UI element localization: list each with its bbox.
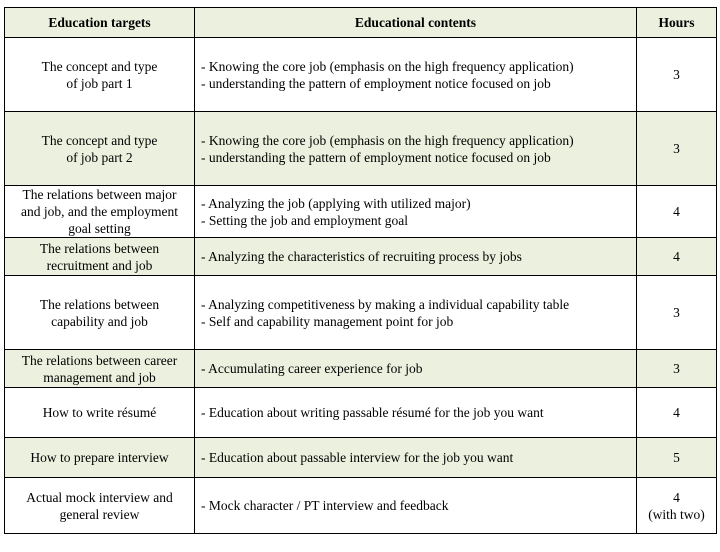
table-row <box>5 112 717 186</box>
education-target-cell-line: Actual mock interview and <box>26 489 173 505</box>
header-education-targets: Education targets <box>5 8 195 38</box>
table-row <box>5 350 717 388</box>
hours-cell-line: 5 <box>673 450 680 465</box>
educational-contents-cell <box>195 238 637 276</box>
table-row <box>5 238 717 276</box>
table-row <box>5 186 717 238</box>
education-target-cell-line: goal setting <box>68 221 131 236</box>
educational-contents-cell-line: - Education about passable interview for the job you want <box>201 450 514 465</box>
table-row <box>5 438 717 478</box>
hours-cell <box>637 438 717 478</box>
hours-cell-line: 4 <box>673 405 680 420</box>
hours-cell-line: 3 <box>673 67 680 82</box>
education-target-cell-line: capability and job <box>51 313 148 329</box>
educational-contents-cell <box>195 478 637 534</box>
hours-cell-line: 3 <box>673 361 680 376</box>
education-target-cell-line: and job, and the employment <box>20 204 179 219</box>
education-target-cell-line: The relations between <box>39 240 160 256</box>
educational-contents-cell-line: - Accumulating career experience for job <box>201 361 423 376</box>
educational-contents-cell-line: - Mock character / PT interview and feedback <box>201 498 449 513</box>
education-target-cell <box>5 186 195 238</box>
education-target-cell <box>5 38 195 112</box>
education-target-cell <box>5 438 195 478</box>
education-target-cell-line: The concept and type <box>41 58 158 74</box>
educational-contents-cell-line: - Self and capability management point for job <box>201 313 454 329</box>
educational-contents-cell <box>195 350 637 388</box>
education-target-cell <box>5 276 195 350</box>
education-target-cell-line: The relations between major <box>22 187 177 202</box>
hours-cell <box>637 276 717 350</box>
table-row <box>5 478 717 534</box>
education-target-cell-line: How to write résumé <box>42 405 157 420</box>
header-row <box>5 8 717 38</box>
education-target-cell <box>5 112 195 186</box>
hours-cell-line: 3 <box>673 141 680 156</box>
hours-cell <box>637 238 717 276</box>
hours-cell-line: 3 <box>673 305 680 320</box>
header-educational-contents: Educational contents <box>195 8 637 38</box>
education-table <box>4 7 717 534</box>
hours-cell <box>637 112 717 186</box>
educational-contents-cell <box>195 388 637 438</box>
education-target-cell-line: of job part 2 <box>66 149 133 165</box>
table-row <box>5 388 717 438</box>
educational-contents-cell-line: - understanding the pattern of employment notice focused on job <box>201 75 551 91</box>
education-target-cell-line: The relations between career <box>21 352 178 368</box>
educational-contents-cell <box>195 186 637 238</box>
educational-contents-cell-line: - Analyzing competitiveness by making a individual capability table <box>201 296 570 312</box>
hours-cell-line: 4 <box>673 489 680 505</box>
education-target-cell-line: general review <box>59 506 140 522</box>
header-hours: Hours <box>637 8 717 38</box>
educational-contents-cell-line: - Knowing the core job (emphasis on the high frequency application) <box>201 58 574 74</box>
table-body <box>5 38 717 534</box>
educational-contents-cell-line: - understanding the pattern of employment notice focused on job <box>201 149 551 165</box>
educational-contents-cell <box>195 438 637 478</box>
hours-cell <box>637 186 717 238</box>
educational-contents-cell-line: - Education about writing passable résumé for the job you want <box>201 405 544 420</box>
hours-cell <box>637 350 717 388</box>
hours-cell-line: (with two) <box>648 506 705 522</box>
educational-contents-cell <box>195 38 637 112</box>
educational-contents-cell <box>195 276 637 350</box>
hours-cell <box>637 388 717 438</box>
educational-contents-cell-line: - Analyzing the job (applying with utilized major) <box>201 195 471 211</box>
table-row <box>5 38 717 112</box>
table-row <box>5 276 717 350</box>
education-target-cell <box>5 238 195 276</box>
education-target-cell-line: The concept and type <box>41 132 158 148</box>
education-target-cell-line: management and job <box>43 369 156 385</box>
educational-contents-cell-line: - Analyzing the characteristics of recruiting process by jobs <box>201 249 522 264</box>
education-target-cell-line: The relations between <box>39 296 160 312</box>
hours-cell <box>637 38 717 112</box>
hours-cell-line: 4 <box>673 204 680 219</box>
hours-cell <box>637 478 717 534</box>
educational-contents-cell-line: - Setting the job and employment goal <box>201 212 408 228</box>
hours-cell-line: 4 <box>673 249 680 264</box>
education-target-cell-line: recruitment and job <box>46 257 153 273</box>
education-target-cell-line: of job part 1 <box>66 75 133 91</box>
education-target-cell-line: How to prepare interview <box>30 450 169 465</box>
education-target-cell <box>5 350 195 388</box>
education-target-cell <box>5 388 195 438</box>
educational-contents-cell <box>195 112 637 186</box>
education-target-cell <box>5 478 195 534</box>
educational-contents-cell-line: - Knowing the core job (emphasis on the high frequency application) <box>201 132 574 148</box>
